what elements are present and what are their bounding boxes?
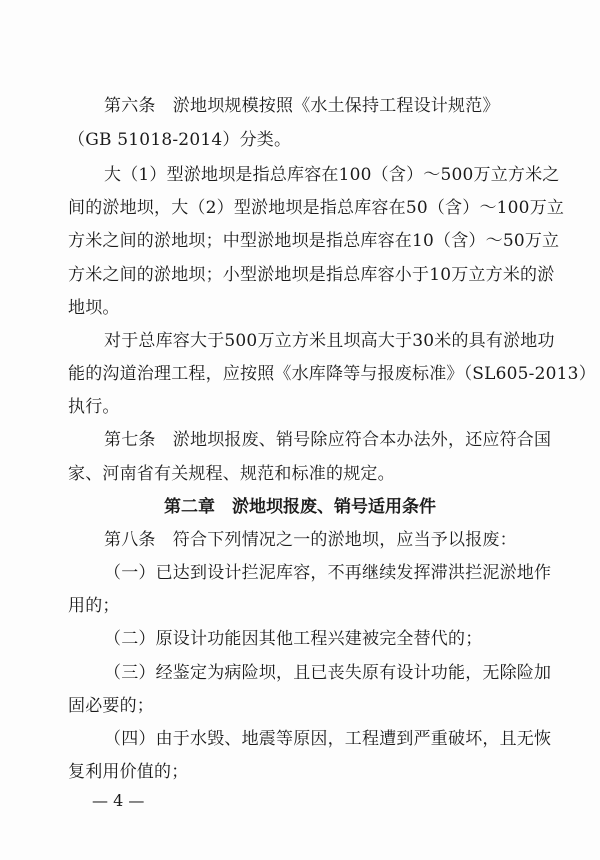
- scale-paragraph-line-2: 间的淤地坝，大（2）型淤地坝是指总库容在50（含）～100万立: [68, 198, 565, 218]
- scale-paragraph-line-3: 方米之间的淤地坝；中型淤地坝是指总库容在10（含）～50万立: [68, 231, 560, 251]
- article7-line-1: 第七条 淤地坝报废、销号除应符合本办法外，还应符合国: [104, 430, 552, 450]
- condition-4-line-1: （四）由于水毁、地震等原因，工程遭到严重破坏，且无恢: [104, 729, 552, 749]
- article6-line-1: 第六条 淤地坝规模按照《水土保持工程设计规范》: [104, 96, 500, 116]
- chapter-2-heading: 第二章 淤地坝报废、销号适用条件: [164, 497, 436, 517]
- condition-2-line-1: （二）原设计功能因其他工程兴建被完全替代的；: [104, 629, 483, 649]
- large-dam-paragraph-line-3: 执行。: [68, 397, 120, 417]
- condition-3-line-1: （三）经鉴定为病险坝，且已丧失原有设计功能，无除险加: [104, 663, 552, 683]
- article7-line-2: 家、河南省有关规程、规范和标准的规定。: [68, 464, 395, 484]
- page-number: — 4 —: [92, 791, 145, 810]
- scale-paragraph-line-5: 地坝。: [68, 298, 120, 318]
- large-dam-paragraph-line-2: 能的沟道治理工程，应按照《水库降等与报废标准》（SL605-2013）: [68, 364, 596, 384]
- scale-paragraph-line-1: 大（1）型淤地坝是指总库容在100（含）～500万立方米之: [104, 165, 560, 185]
- article8-line-1: 第八条 符合下列情况之一的淤地坝，应当予以报废：: [104, 530, 517, 550]
- condition-1-line-2: 用的；: [68, 596, 120, 616]
- article6-line-2: （GB 51018-2014）分类。: [68, 130, 292, 150]
- condition-4-line-2: 复利用价值的；: [68, 762, 189, 782]
- scale-paragraph-line-4: 方米之间的淤地坝；小型淤地坝是指总库容小于10万立方米的淤: [68, 265, 555, 285]
- condition-3-line-2: 固必要的；: [68, 696, 154, 716]
- condition-1-line-1: （一）已达到设计拦泥库容，不再继续发挥滞洪拦泥淤地作: [104, 563, 552, 583]
- large-dam-paragraph-line-1: 对于总库容大于500万立方米且坝高大于30米的具有淤地功: [104, 331, 555, 351]
